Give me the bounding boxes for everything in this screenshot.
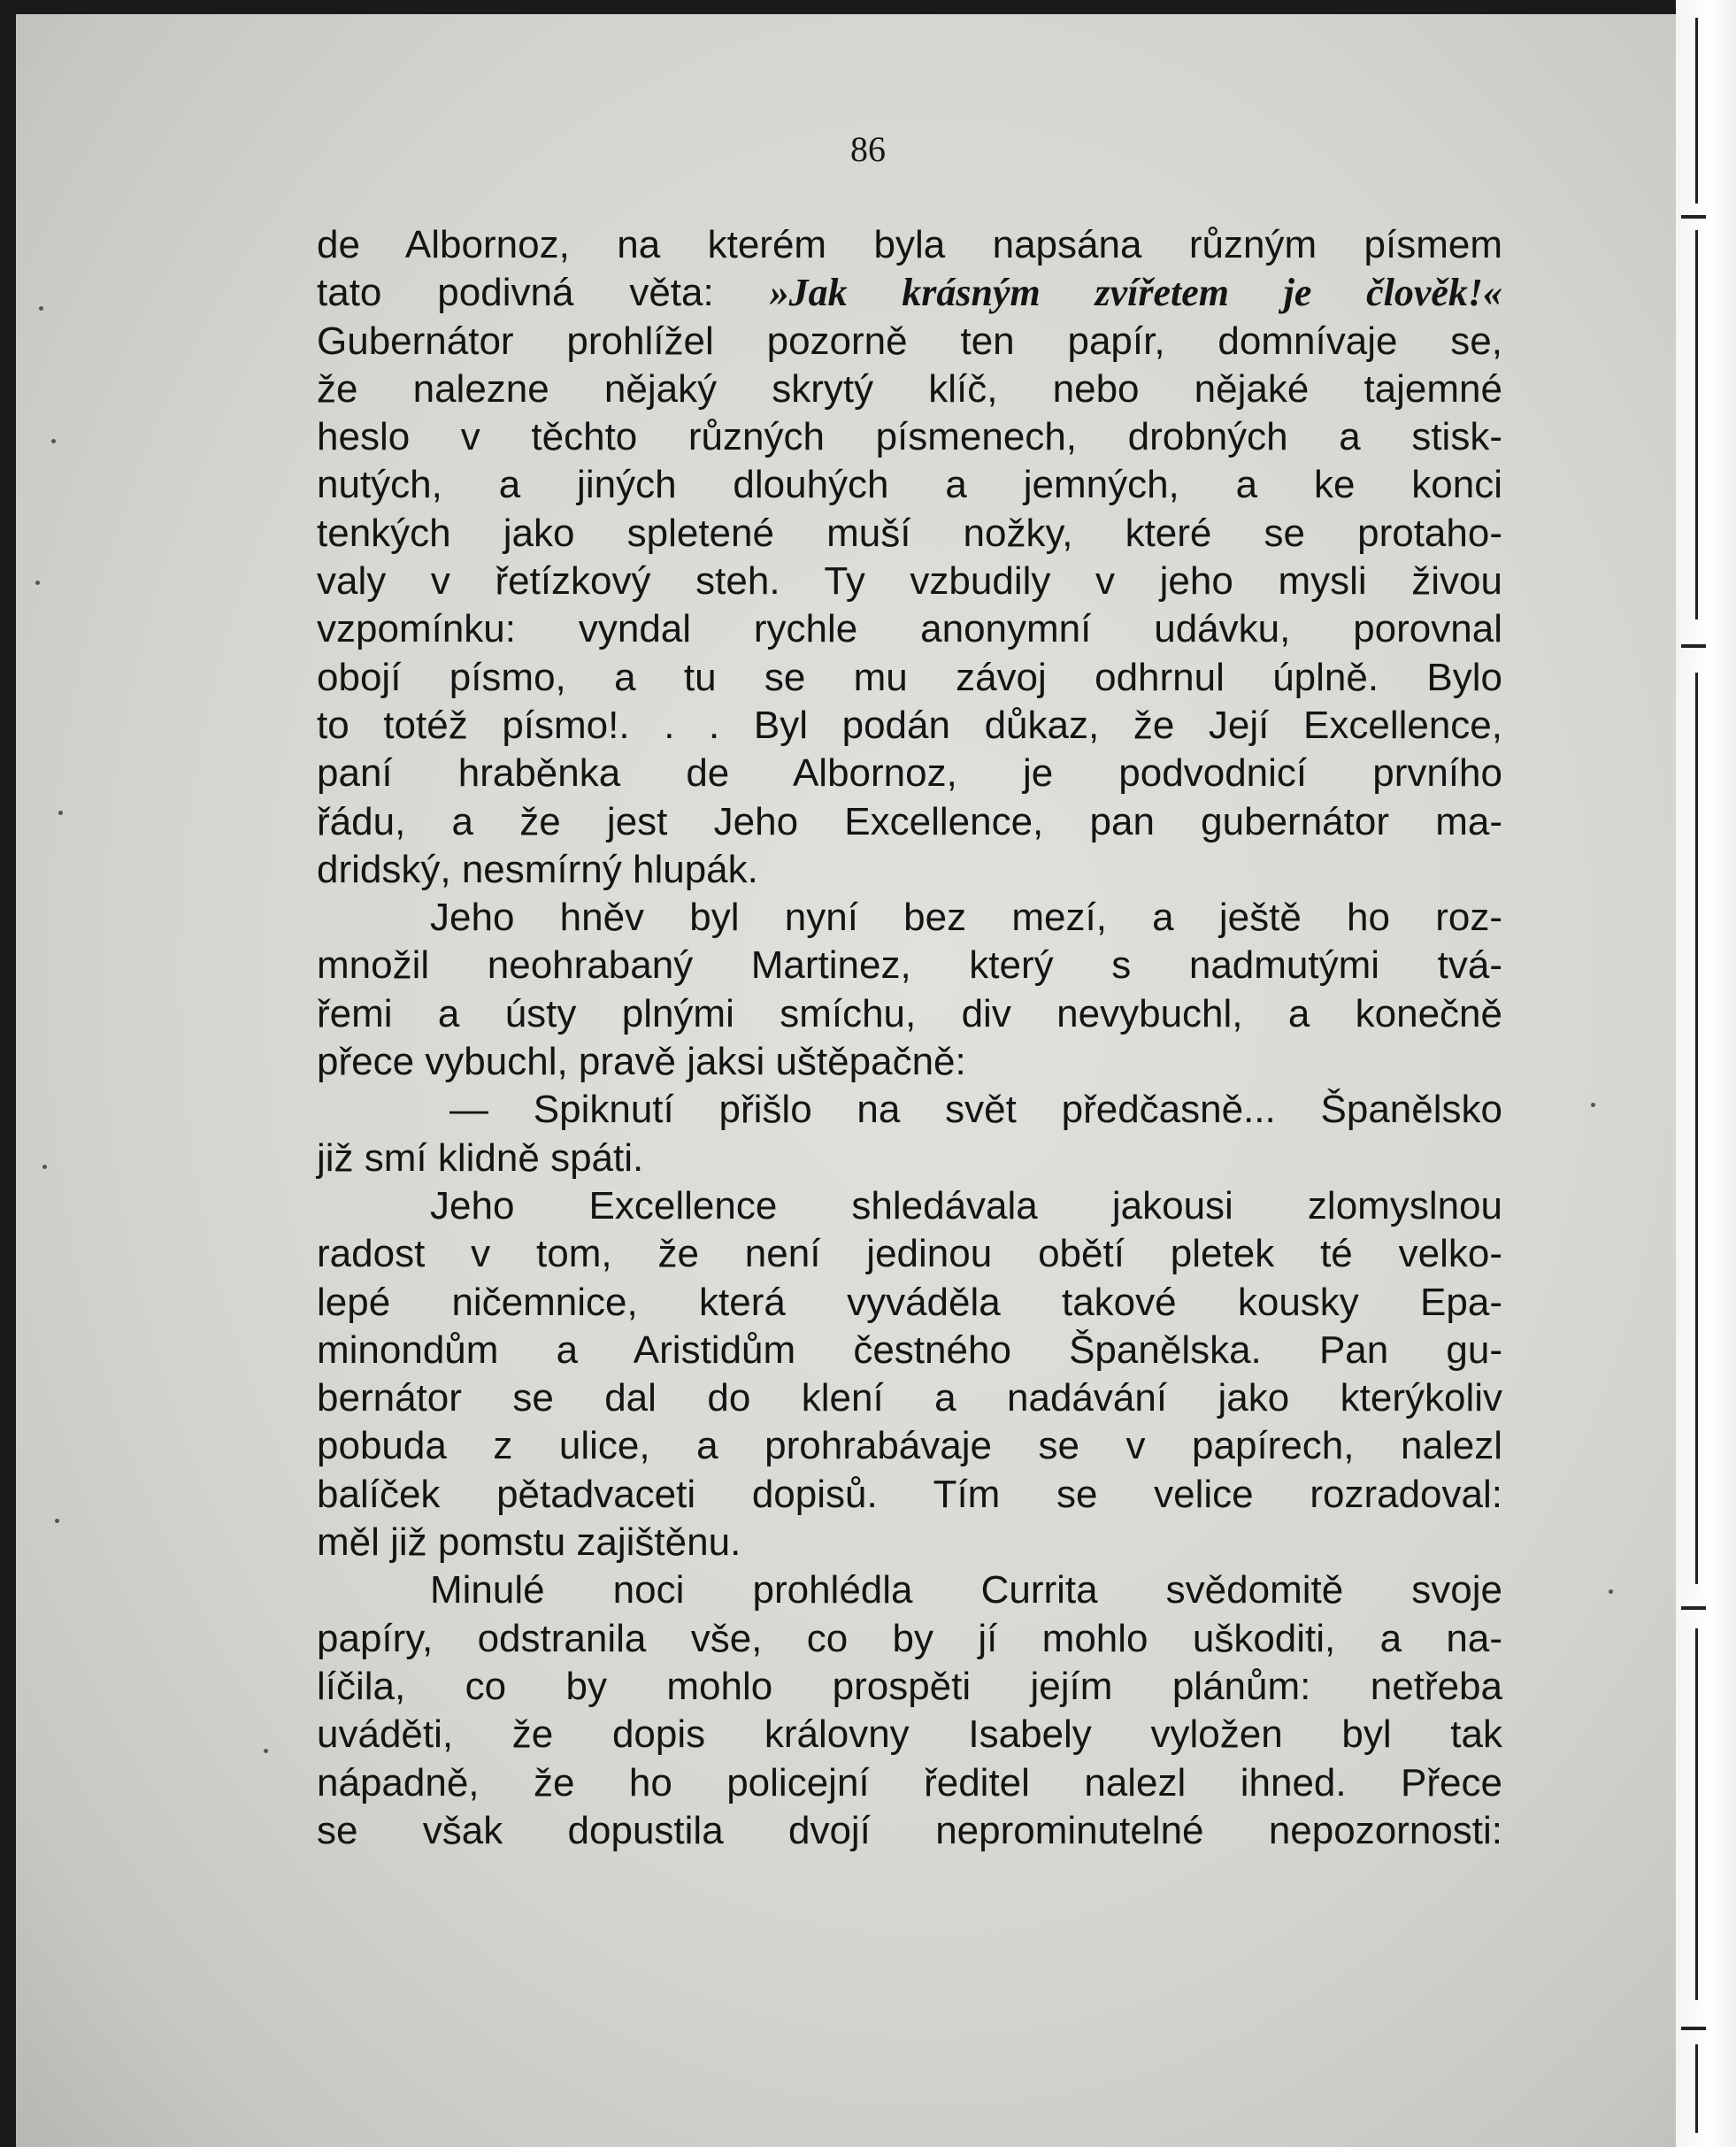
text-line xyxy=(317,605,1502,653)
margin-rule xyxy=(1695,18,1698,204)
text-line xyxy=(317,461,1502,509)
text-line xyxy=(317,366,1502,413)
scan-speck xyxy=(1609,1589,1613,1594)
margin-tick xyxy=(1681,2027,1706,2030)
margin-tick xyxy=(1681,215,1706,219)
text-line xyxy=(317,1759,1502,1807)
text-line xyxy=(317,1422,1502,1470)
text-line xyxy=(317,269,1502,317)
text-line xyxy=(317,654,1502,702)
body-text xyxy=(317,221,1502,1855)
scan-speck xyxy=(35,581,40,585)
text-line xyxy=(317,1038,1502,1086)
text-run: lepé ničemnice, která vyváděla takové kousky Epa- xyxy=(317,1280,1502,1324)
text-run: tato podivná věta: xyxy=(317,271,770,315)
text-run: pobuda z ulice, a prohrabávaje se v papírech, nalezl xyxy=(317,1424,1502,1468)
text-run: valy v řetízkový steh. Ty vzbudily v jeho mysli živou xyxy=(317,559,1502,604)
text-line xyxy=(317,846,1502,894)
text-line xyxy=(317,1327,1502,1374)
text-line xyxy=(317,510,1502,558)
text-run: nápadně, že ho policejní ředitel nalezl ihned. Přece xyxy=(317,1760,1502,1805)
text-run: obojí písmo, a tu se mu závoj odhrnul úplně. Bylo xyxy=(317,655,1502,699)
text-line xyxy=(317,798,1502,846)
text-line xyxy=(317,750,1502,797)
text-line xyxy=(317,413,1502,461)
scan-speck xyxy=(42,1165,47,1169)
text-run: — Spiknutí přišlo na svět předčasně... Španělsko xyxy=(449,1088,1502,1132)
text-line xyxy=(317,1807,1502,1855)
text-run: vzpomínku: vyndal rychle anonymní udávku, porovnal xyxy=(317,607,1502,651)
text-run: řádu, a že jest Jeho Excellence, pan gubernátor ma- xyxy=(317,799,1502,843)
text-line xyxy=(317,1230,1502,1278)
text-run: líčila, co by mohlo prospěti jejím plánům: netřeba xyxy=(317,1664,1502,1708)
scan-speck xyxy=(58,811,63,815)
scan-speck xyxy=(39,306,43,311)
text-line xyxy=(317,1279,1502,1327)
text-run: měl již pomstu zajištěnu. xyxy=(317,1520,741,1565)
margin-tick xyxy=(1681,644,1706,648)
text-run: balíček pětadvaceti dopisů. Tím se velice rozradoval: xyxy=(317,1472,1502,1516)
margin-rule xyxy=(1695,673,1698,1584)
margin-tick xyxy=(1681,1606,1706,1610)
scan-speck xyxy=(51,439,56,443)
margin-rule xyxy=(1695,230,1698,619)
text-line xyxy=(317,1374,1502,1422)
text-run: Jeho hněv byl nyní bez mezí, a ještě ho roz- xyxy=(430,896,1502,940)
text-line xyxy=(317,942,1502,989)
text-run: to totéž písmo!. . . Byl podán důkaz, že Její Excellence, xyxy=(317,703,1502,747)
text-line xyxy=(317,894,1502,942)
margin-rule xyxy=(1695,1628,1698,2000)
text-line xyxy=(317,318,1502,366)
right-margin-strip xyxy=(1676,0,1736,2147)
text-run: uváděti, že dopis královny Isabely vyložen byl tak xyxy=(317,1712,1502,1757)
text-run: paní hraběnka de Albornoz, je podvodnicí prvního xyxy=(317,751,1502,796)
text-line xyxy=(317,990,1502,1038)
text-run: již smí klidně spáti. xyxy=(317,1135,644,1180)
text-line xyxy=(317,558,1502,605)
scan-speck xyxy=(55,1519,59,1523)
scan-speck xyxy=(264,1749,268,1753)
text-run: heslo v těchto různých písmenech, drobných a stisk- xyxy=(317,415,1502,459)
text-line xyxy=(317,1182,1502,1230)
page-number: 86 xyxy=(850,129,886,169)
text-run: Gubernátor prohlížel pozorně ten papír, domnívaje se, xyxy=(317,319,1502,363)
text-line xyxy=(317,1086,1502,1134)
text-run: tenkých jako spletené muší nožky, které se protaho- xyxy=(317,511,1502,555)
scan-speck xyxy=(1591,1103,1595,1107)
text-run: bernátor se dal do klení a nadávání jako kterýkoliv xyxy=(317,1376,1502,1420)
text-run: přece vybuchl, pravě jaksi uštěpačně: xyxy=(317,1040,966,1084)
text-run: se však dopustila dvojí neprominutelné nepozornosti: xyxy=(317,1808,1502,1852)
text-run: dridský, nesmírný hlupák. xyxy=(317,847,758,891)
text-run: Minulé noci prohlédla Currita svědomitě svoje xyxy=(430,1568,1502,1612)
text-line xyxy=(317,1566,1502,1614)
text-run: Jeho Excellence shledávala jakousi zlomyslnou xyxy=(430,1183,1502,1227)
text-line xyxy=(317,221,1502,269)
text-line xyxy=(317,1135,1502,1182)
text-run: radost v tom, že není jedinou obětí pletek té velko- xyxy=(317,1232,1502,1276)
text-run: minondům a Aristidům čestného Španělska. Pan gu- xyxy=(317,1327,1502,1372)
text-line xyxy=(317,1711,1502,1758)
text-run: že nalezne nějaký skrytý klíč, nebo nějaké tajemné xyxy=(317,366,1502,411)
italic-quote: »Jak krásným zvířetem je člověk!« xyxy=(769,271,1502,315)
text-run: de Albornoz, na kterém byla napsána různým písmem xyxy=(317,223,1502,266)
text-line xyxy=(317,1519,1502,1566)
text-run: řemi a ústy plnými smíchu, div nevybuchl, a konečně xyxy=(317,991,1502,1035)
text-line xyxy=(317,702,1502,750)
text-run: nutých, a jiných dlouhých a jemných, a ke konci xyxy=(317,463,1502,507)
text-line xyxy=(317,1615,1502,1663)
text-run: papíry, odstranila vše, co by jí mohlo uškoditi, a na- xyxy=(317,1616,1502,1660)
text-line xyxy=(317,1663,1502,1711)
text-line xyxy=(317,1471,1502,1519)
text-run: množil neohrabaný Martinez, který s nadmutými tvá- xyxy=(317,943,1502,988)
margin-rule xyxy=(1695,2044,1698,2133)
